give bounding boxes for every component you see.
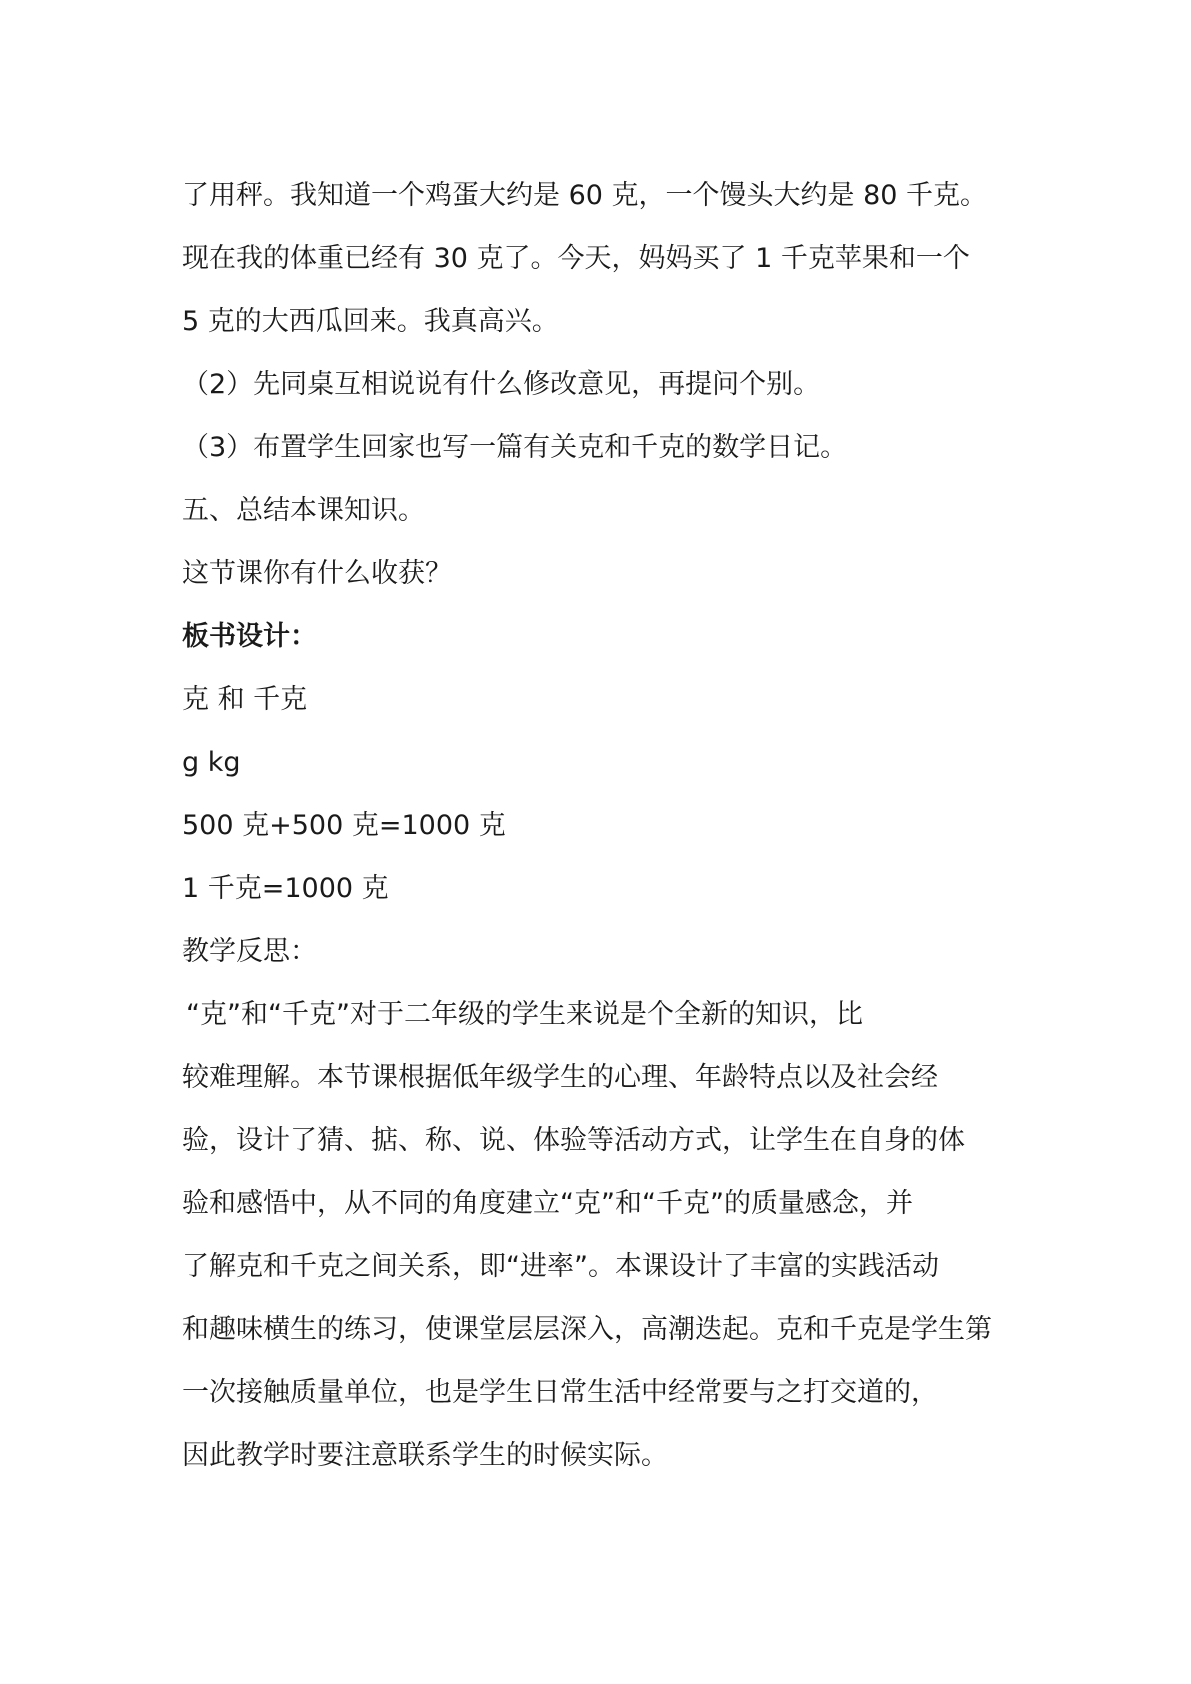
body-paragraph-line: 现在我的体重已经有 30 克了。今天，妈妈买了 1 千克苹果和一个 [182,243,970,274]
reflection-paragraph-line: 验，设计了猜、掂、称、说、体验等活动方式，让学生在自身的体 [182,1125,965,1156]
document-body [182,164,1032,1487]
board-design-line: g kg [182,747,241,778]
body-paragraph-line: 这节课你有什么收获？ [182,558,452,589]
section-heading-board-design: 板书设计： [182,621,317,652]
reflection-paragraph-line: 因此教学时要注意联系学生的时候实际。 [182,1440,668,1471]
reflection-paragraph-line: “克”和“千克”对于二年级的学生来说是个全新的知识，比 [186,999,863,1030]
body-paragraph-line: 了用秤。我知道一个鸡蛋大约是 60 克，一个馒头大约是 80 千克。 [182,180,988,211]
section-heading-reflection: 教学反思： [182,936,317,967]
reflection-paragraph-line: 验和感悟中，从不同的角度建立“克”和“千克”的质量感念，并 [182,1188,913,1219]
list-item: （3）布置学生回家也写一篇有关克和千克的数学日记。 [182,432,848,463]
board-design-line: 克 和 千克 [182,684,308,715]
list-item: （2）先同桌互相说说有什么修改意见，再提问个别。 [182,369,821,400]
section-heading: 五、总结本课知识。 [182,495,425,526]
reflection-paragraph-line: 了解克和千克之间关系，即“进率”。本课设计了丰富的实践活动 [182,1251,939,1282]
board-design-line: 500 克+500 克=1000 克 [182,810,506,841]
reflection-paragraph-line: 一次接触质量单位，也是学生日常生活中经常要与之打交道的， [182,1377,938,1408]
body-paragraph-line: 5 克的大西瓜回来。我真高兴。 [182,306,559,337]
reflection-paragraph-line: 和趣味横生的练习，使课堂层层深入，高潮迭起。克和千克是学生第 [182,1314,992,1345]
reflection-paragraph-line: 较难理解。本节课根据低年级学生的心理、年龄特点以及社会经 [182,1062,938,1093]
board-design-line: 1 千克=1000 克 [182,873,389,904]
